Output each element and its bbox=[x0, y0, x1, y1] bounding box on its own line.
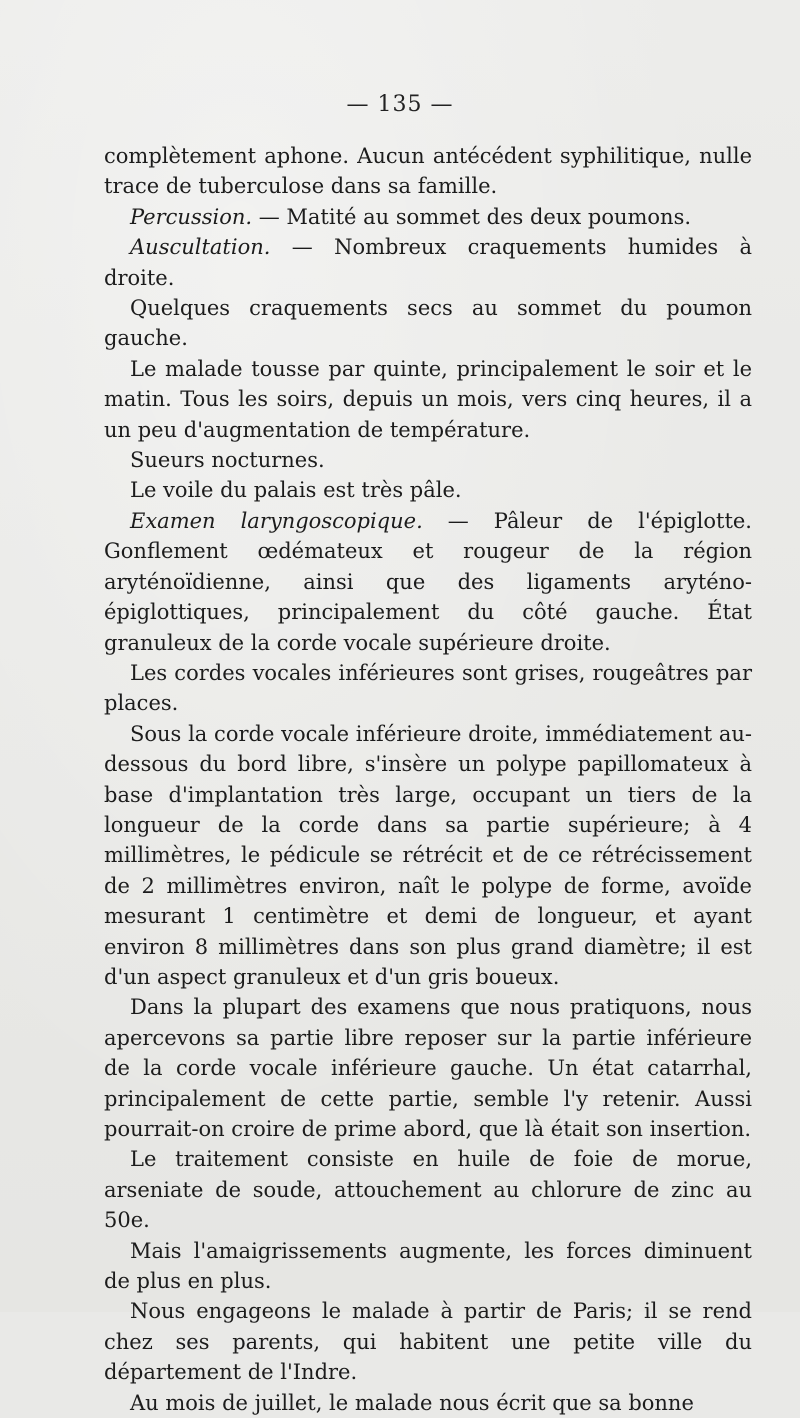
paragraph bbox=[104, 658, 752, 719]
page-number: — 135 — bbox=[346, 92, 454, 117]
paragraph bbox=[104, 475, 752, 505]
paragraph-text: Le voile du palais est très pâle. bbox=[130, 478, 462, 503]
paragraph bbox=[104, 232, 752, 293]
paragraph bbox=[104, 992, 752, 1144]
paragraph-text: Les cordes vocales inférieures sont grises, rougeâtres par places. bbox=[104, 660, 752, 716]
paragraph-text: Le malade tousse par quinte, principalement le soir et le matin. Tous les soirs, depuis un mois, vers cinq heures, il a un peu d'augmentation de température. bbox=[104, 356, 752, 442]
paragraph bbox=[104, 1144, 752, 1235]
section-lead: Percussion. bbox=[130, 204, 253, 229]
paragraph-text: Mais l'amaigrissements augmente, les forces diminuent de plus en plus. bbox=[104, 1238, 752, 1294]
paragraph bbox=[104, 293, 752, 354]
paragraph bbox=[104, 1296, 752, 1387]
paragraph-text: Sueurs nocturnes. bbox=[130, 448, 325, 473]
paragraph-text: Dans la plupart des examens que nous pratiquons, nous apercevons sa partie libre reposer sur la partie inférieure de la corde vocale inférieure gauche. Un état catarrhal, principalement de cette partie, semble l'y retenir. Aussi pourrait-on croire de prime abord, que là était son insertion. bbox=[104, 995, 752, 1141]
paragraph bbox=[104, 202, 752, 232]
paragraph-text: Sous la corde vocale inférieure droite, immédiatement au-dessous du bord libre, s'insère un polype papillomateux à base d'implantation très large, occupant un tiers de la longueur de la corde dans sa partie supérieure; à 4 millimètres, le pédicule se rétrécit et de ce rétrécissement de 2 millimètres environ, naît le polype de forme, avoïde mesurant 1 centimètre et demi de longueur, et ayant environ 8 millimètres dans son plus grand diamètre; il est d'un aspect granuleux et d'un gris boueux. bbox=[104, 721, 752, 989]
paragraph-text: Le traitement consiste en huile de foie de morue, arseniate de soude, attouchement au chlorure de zinc au 50e. bbox=[104, 1147, 752, 1233]
paragraph bbox=[104, 141, 752, 202]
paragraph-text: — Pâleur de l'épiglotte. Gonflement œdémateux et rougeur de la région aryténoïdienne, ainsi que des ligaments aryténo-épiglottiques, principalement du côté gauche. État granuleux de la corde vocale supérieure droite. bbox=[104, 508, 752, 655]
paragraph bbox=[104, 354, 752, 445]
paragraph-text: complètement aphone. Aucun antécédent syphilitique, nulle trace de tuberculose dans sa famille. bbox=[104, 144, 752, 199]
section-lead: Auscultation. bbox=[130, 235, 271, 260]
section-lead: Examen laryngoscopique. bbox=[130, 508, 423, 533]
paragraph-text: Quelques craquements secs au sommet du poumon gauche. bbox=[104, 296, 752, 351]
paragraph-text: Nous engageons le malade à partir de Paris; il se rend chez ses parents, qui habitent une petite ville du département de l'Indre. bbox=[104, 1299, 752, 1385]
paragraph bbox=[104, 506, 752, 658]
paragraph bbox=[104, 445, 752, 475]
body-text bbox=[104, 141, 752, 1418]
paragraph-text: Au mois de juillet, le malade nous écrit que sa bonne bbox=[130, 1390, 694, 1415]
paragraph-text: — Nombreux craquements humides à droite. bbox=[104, 235, 752, 290]
paragraph-text: — Matité au sommet des deux poumons. bbox=[252, 204, 692, 229]
paragraph bbox=[104, 1388, 752, 1418]
paragraph bbox=[104, 1236, 752, 1297]
paragraph bbox=[104, 719, 752, 993]
